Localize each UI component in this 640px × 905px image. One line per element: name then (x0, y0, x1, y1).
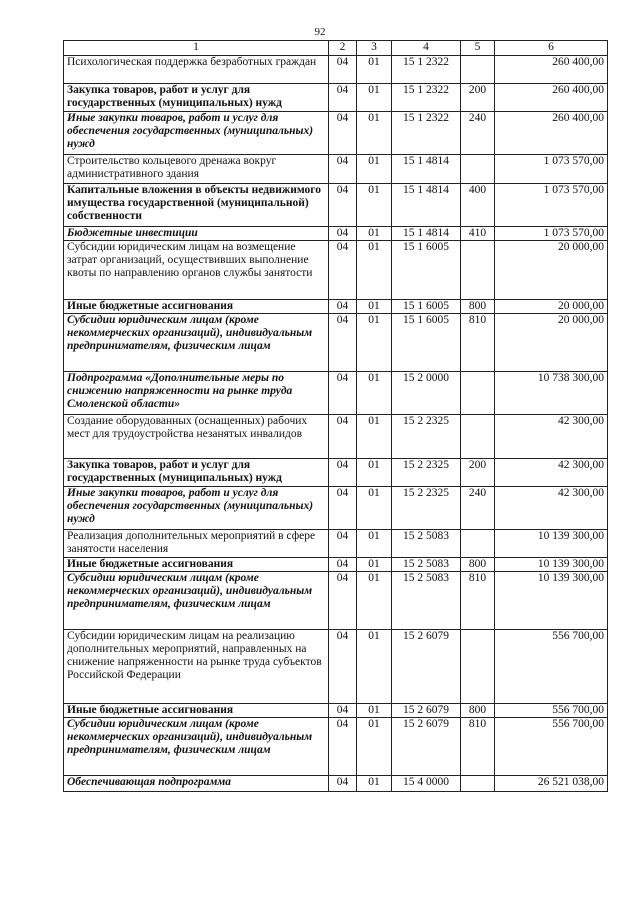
row-target-code-cell: 15 2 5083 (392, 530, 461, 558)
row-subsection-cell: 01 (357, 415, 392, 459)
row-name-cell: Капитальные вложения в объекты недвижимого имущества государственной (муниципальной) собственности (64, 184, 329, 227)
row-amount-cell: 10 738 300,00 (495, 372, 608, 415)
row-target-code-cell: 15 2 6079 (392, 718, 461, 776)
row-subsection-cell: 01 (357, 84, 392, 112)
row-target-code-cell: 15 2 0000 (392, 372, 461, 415)
row-expense-type-cell (461, 155, 495, 184)
row-amount-cell: 260 400,00 (495, 84, 608, 112)
row-subsection-cell: 01 (357, 184, 392, 227)
row-subsection-cell: 01 (357, 704, 392, 718)
row-subsection-cell: 01 (357, 372, 392, 415)
table-row (64, 314, 608, 372)
row-target-code-cell: 15 4 0000 (392, 776, 461, 792)
row-name-cell: Строительство кольцевого дренажа вокруг административного здания (64, 155, 329, 184)
row-target-code-cell: 15 1 6005 (392, 241, 461, 300)
row-section-cell: 04 (329, 718, 357, 776)
row-amount-cell: 1 073 570,00 (495, 155, 608, 184)
row-expense-type-cell: 200 (461, 84, 495, 112)
row-subsection-cell: 01 (357, 530, 392, 558)
row-target-code-cell: 15 1 4814 (392, 227, 461, 241)
row-amount-cell: 260 400,00 (495, 112, 608, 155)
page-number: 92 (314, 26, 326, 38)
row-name-cell: Психологическая поддержка безработных граждан (64, 56, 329, 84)
row-expense-type-cell (461, 530, 495, 558)
row-name-cell: Создание оборудованных (оснащенных) рабочих мест для трудоустройства незанятых инвалидов (64, 415, 329, 459)
column-header-section: 2 (329, 41, 357, 56)
table-row (64, 227, 608, 241)
row-target-code-cell: 15 1 2322 (392, 84, 461, 112)
row-amount-cell: 556 700,00 (495, 718, 608, 776)
table-row (64, 372, 608, 415)
row-name-cell: Иные закупки товаров, работ и услуг для обеспечения государственных (муниципальных) нужд (64, 112, 329, 155)
row-amount-cell: 20 000,00 (495, 300, 608, 314)
table-row (64, 630, 608, 704)
row-subsection-cell: 01 (357, 630, 392, 704)
row-name-cell: Иные закупки товаров, работ и услуг для обеспечения государственных (муниципальных) нужд (64, 487, 329, 530)
column-header-target-code: 4 (392, 41, 461, 56)
row-amount-cell: 10 139 300,00 (495, 530, 608, 558)
row-target-code-cell: 15 2 6079 (392, 630, 461, 704)
row-name-cell: Бюджетные инвестиции (64, 227, 329, 241)
table-header (64, 41, 608, 56)
row-subsection-cell: 01 (357, 572, 392, 630)
row-target-code-cell: 15 1 6005 (392, 314, 461, 372)
row-amount-cell: 556 700,00 (495, 630, 608, 704)
row-name-cell: Обеспечивающая подпрограмма (64, 776, 329, 792)
row-target-code-cell: 15 2 2325 (392, 415, 461, 459)
row-amount-cell: 556 700,00 (495, 704, 608, 718)
row-target-code-cell: 15 2 2325 (392, 487, 461, 530)
row-name-cell: Субсидии юридическим лицам (кроме некоммерческих организаций), индивидуальным предпринимателям, физическим лицам (64, 718, 329, 776)
row-section-cell: 04 (329, 776, 357, 792)
column-header-subsection: 3 (357, 41, 392, 56)
row-amount-cell: 1 073 570,00 (495, 227, 608, 241)
row-name-cell: Субсидии юридическим лицам (кроме некоммерческих организаций), индивидуальным предпринимателям, физическим лицам (64, 314, 329, 372)
budget-table (63, 40, 608, 792)
row-section-cell: 04 (329, 56, 357, 84)
row-section-cell: 04 (329, 155, 357, 184)
row-name-cell: Закупка товаров, работ и услуг для государственных (муниципальных) нужд (64, 459, 329, 487)
row-target-code-cell: 15 1 6005 (392, 300, 461, 314)
row-expense-type-cell: 810 (461, 314, 495, 372)
row-amount-cell: 10 139 300,00 (495, 558, 608, 572)
row-expense-type-cell: 800 (461, 704, 495, 718)
row-section-cell: 04 (329, 112, 357, 155)
row-amount-cell: 26 521 038,00 (495, 776, 608, 792)
row-name-cell: Иные бюджетные ассигнования (64, 704, 329, 718)
row-expense-type-cell: 800 (461, 558, 495, 572)
table-body (64, 56, 608, 792)
row-subsection-cell: 01 (357, 155, 392, 184)
column-header-expense-type: 5 (461, 41, 495, 56)
table-row (64, 776, 608, 792)
row-section-cell: 04 (329, 572, 357, 630)
table-row (64, 718, 608, 776)
table-row (64, 572, 608, 630)
table-row (64, 487, 608, 530)
row-expense-type-cell: 200 (461, 459, 495, 487)
row-expense-type-cell: 240 (461, 487, 495, 530)
row-subsection-cell: 01 (357, 487, 392, 530)
table-row (64, 241, 608, 300)
row-expense-type-cell: 410 (461, 227, 495, 241)
row-amount-cell: 1 073 570,00 (495, 184, 608, 227)
row-amount-cell: 260 400,00 (495, 56, 608, 84)
row-expense-type-cell: 800 (461, 300, 495, 314)
row-section-cell: 04 (329, 415, 357, 459)
row-target-code-cell: 15 2 5083 (392, 558, 461, 572)
column-header-amount: 6 (495, 41, 608, 56)
row-target-code-cell: 15 2 2325 (392, 459, 461, 487)
row-name-cell: Субсидии юридическим лицам на возмещение затрат организаций, осуществивших выполнение квоты по направлению органов службы занятости (64, 241, 329, 300)
row-expense-type-cell: 810 (461, 572, 495, 630)
row-section-cell: 04 (329, 372, 357, 415)
row-expense-type-cell (461, 56, 495, 84)
row-section-cell: 04 (329, 241, 357, 300)
row-target-code-cell: 15 1 2322 (392, 112, 461, 155)
row-name-cell: Реализация дополнительных мероприятий в сфере занятости населения (64, 530, 329, 558)
row-subsection-cell: 01 (357, 776, 392, 792)
row-section-cell: 04 (329, 300, 357, 314)
row-amount-cell: 10 139 300,00 (495, 572, 608, 630)
row-amount-cell: 20 000,00 (495, 241, 608, 300)
row-expense-type-cell: 400 (461, 184, 495, 227)
row-subsection-cell: 01 (357, 227, 392, 241)
row-section-cell: 04 (329, 704, 357, 718)
row-section-cell: 04 (329, 459, 357, 487)
table-row (64, 56, 608, 84)
row-expense-type-cell (461, 776, 495, 792)
row-section-cell: 04 (329, 487, 357, 530)
row-expense-type-cell (461, 630, 495, 704)
row-expense-type-cell: 240 (461, 112, 495, 155)
row-subsection-cell: 01 (357, 300, 392, 314)
table-row (64, 84, 608, 112)
table-row (64, 300, 608, 314)
row-subsection-cell: 01 (357, 314, 392, 372)
row-name-cell: Иные бюджетные ассигнования (64, 558, 329, 572)
table-row (64, 530, 608, 558)
table-row (64, 558, 608, 572)
row-expense-type-cell: 810 (461, 718, 495, 776)
row-target-code-cell: 15 1 2322 (392, 56, 461, 84)
row-name-cell: Подпрограмма «Дополнительные меры по снижению напряженности на рынке труда Смоленской области» (64, 372, 329, 415)
row-name-cell: Закупка товаров, работ и услуг для государственных (муниципальных) нужд (64, 84, 329, 112)
row-subsection-cell: 01 (357, 112, 392, 155)
row-name-cell: Субсидии юридическим лицам на реализацию дополнительных мероприятий, направленных на снижение напряженности на рынке труда субъектов Российской Федерации (64, 630, 329, 704)
row-subsection-cell: 01 (357, 558, 392, 572)
row-section-cell: 04 (329, 530, 357, 558)
row-expense-type-cell (461, 241, 495, 300)
header-row (64, 41, 608, 56)
table-row (64, 155, 608, 184)
column-header-name: 1 (64, 41, 329, 56)
row-amount-cell: 42 300,00 (495, 415, 608, 459)
row-name-cell: Иные бюджетные ассигнования (64, 300, 329, 314)
table-row (64, 415, 608, 459)
row-section-cell: 04 (329, 84, 357, 112)
table-row (64, 112, 608, 155)
row-section-cell: 04 (329, 558, 357, 572)
row-subsection-cell: 01 (357, 56, 392, 84)
row-amount-cell: 42 300,00 (495, 459, 608, 487)
row-amount-cell: 20 000,00 (495, 314, 608, 372)
row-target-code-cell: 15 2 6079 (392, 704, 461, 718)
row-subsection-cell: 01 (357, 718, 392, 776)
row-subsection-cell: 01 (357, 241, 392, 300)
row-section-cell: 04 (329, 314, 357, 372)
row-target-code-cell: 15 1 4814 (392, 155, 461, 184)
row-expense-type-cell (461, 372, 495, 415)
table-row (64, 704, 608, 718)
row-expense-type-cell (461, 415, 495, 459)
table-row (64, 184, 608, 227)
table-row (64, 459, 608, 487)
row-section-cell: 04 (329, 184, 357, 227)
row-section-cell: 04 (329, 227, 357, 241)
row-subsection-cell: 01 (357, 459, 392, 487)
row-section-cell: 04 (329, 630, 357, 704)
row-target-code-cell: 15 2 5083 (392, 572, 461, 630)
row-amount-cell: 42 300,00 (495, 487, 608, 530)
row-name-cell: Субсидии юридическим лицам (кроме некоммерческих организаций), индивидуальным предпринимателям, физическим лицам (64, 572, 329, 630)
row-target-code-cell: 15 1 4814 (392, 184, 461, 227)
